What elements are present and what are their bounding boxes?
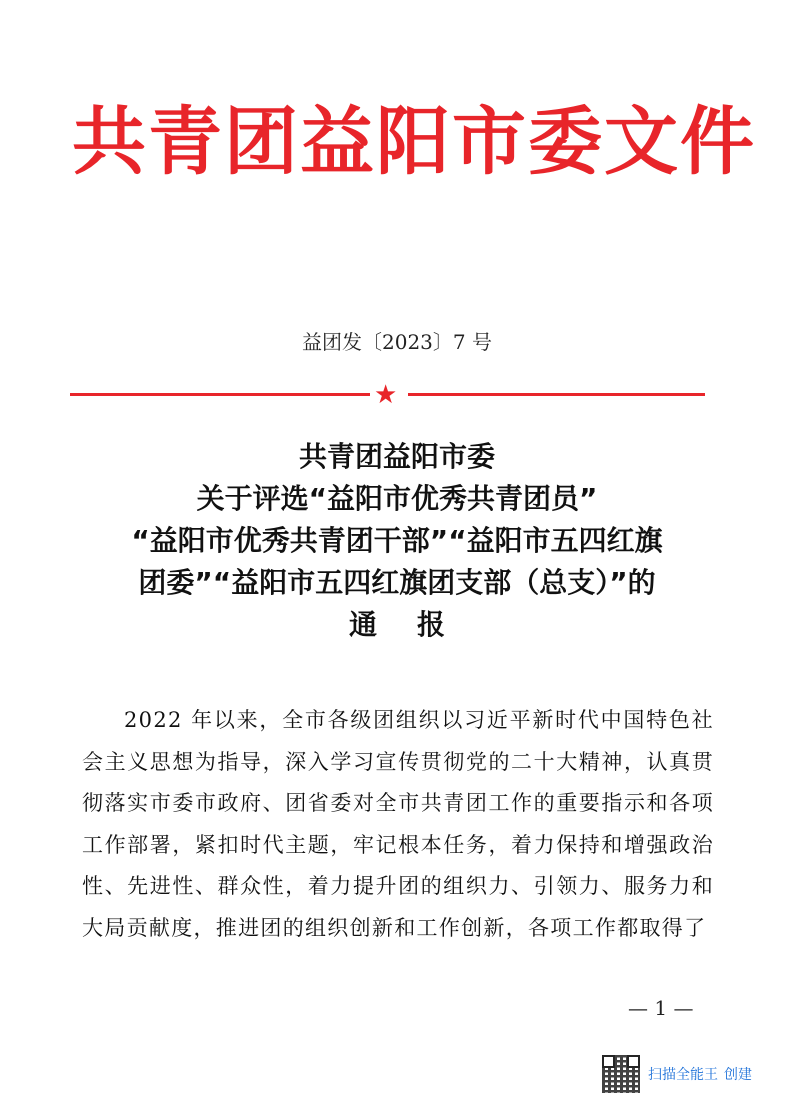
qr-code-icon (602, 1055, 640, 1093)
title-line: 通报 (348, 608, 485, 641)
watermark-app-name: 扫描全能王 (648, 1067, 718, 1083)
document-masthead: 共青团益阳市委文件 (72, 99, 756, 185)
document-title (72, 436, 722, 646)
title-line: “益阳市优秀共青团干部”“益阳市五四红旗 (131, 524, 663, 557)
document-number: 益团发〔2023〕7 号 (302, 330, 492, 354)
title-line: 关于评选“益阳市优秀共青团员” (196, 482, 598, 515)
title-line: 共青团益阳市委 (298, 440, 495, 473)
watermark-suffix: 创建 (724, 1067, 752, 1083)
red-star-icon: ★ (374, 380, 398, 410)
page-number: — 1 — (628, 996, 694, 1020)
body-paragraph: 2022 年以来，全市各级团组织以习近平新时代中国特色社会主义思想为指导，深入学习宣传贯彻党的二十大精神，认真贯彻落实市委市政府、团省委对全市共青团工作的重要指示和各项工作部署，紧扣时代主题，牢记根本任务，着力保持和增强政治性、先进性、群众性，着力提升团的组织力、引领力、服务力和大局贡献度，推进团的组织创新和工作创新，各项工作都取得了 (82, 708, 714, 940)
document-body (82, 700, 714, 949)
scanner-watermark (602, 1054, 752, 1094)
red-rule-right (408, 393, 705, 396)
title-line: 团委”“益阳市五四红旗团支部（总支）”的 (138, 566, 656, 599)
red-rule-left (70, 393, 370, 396)
